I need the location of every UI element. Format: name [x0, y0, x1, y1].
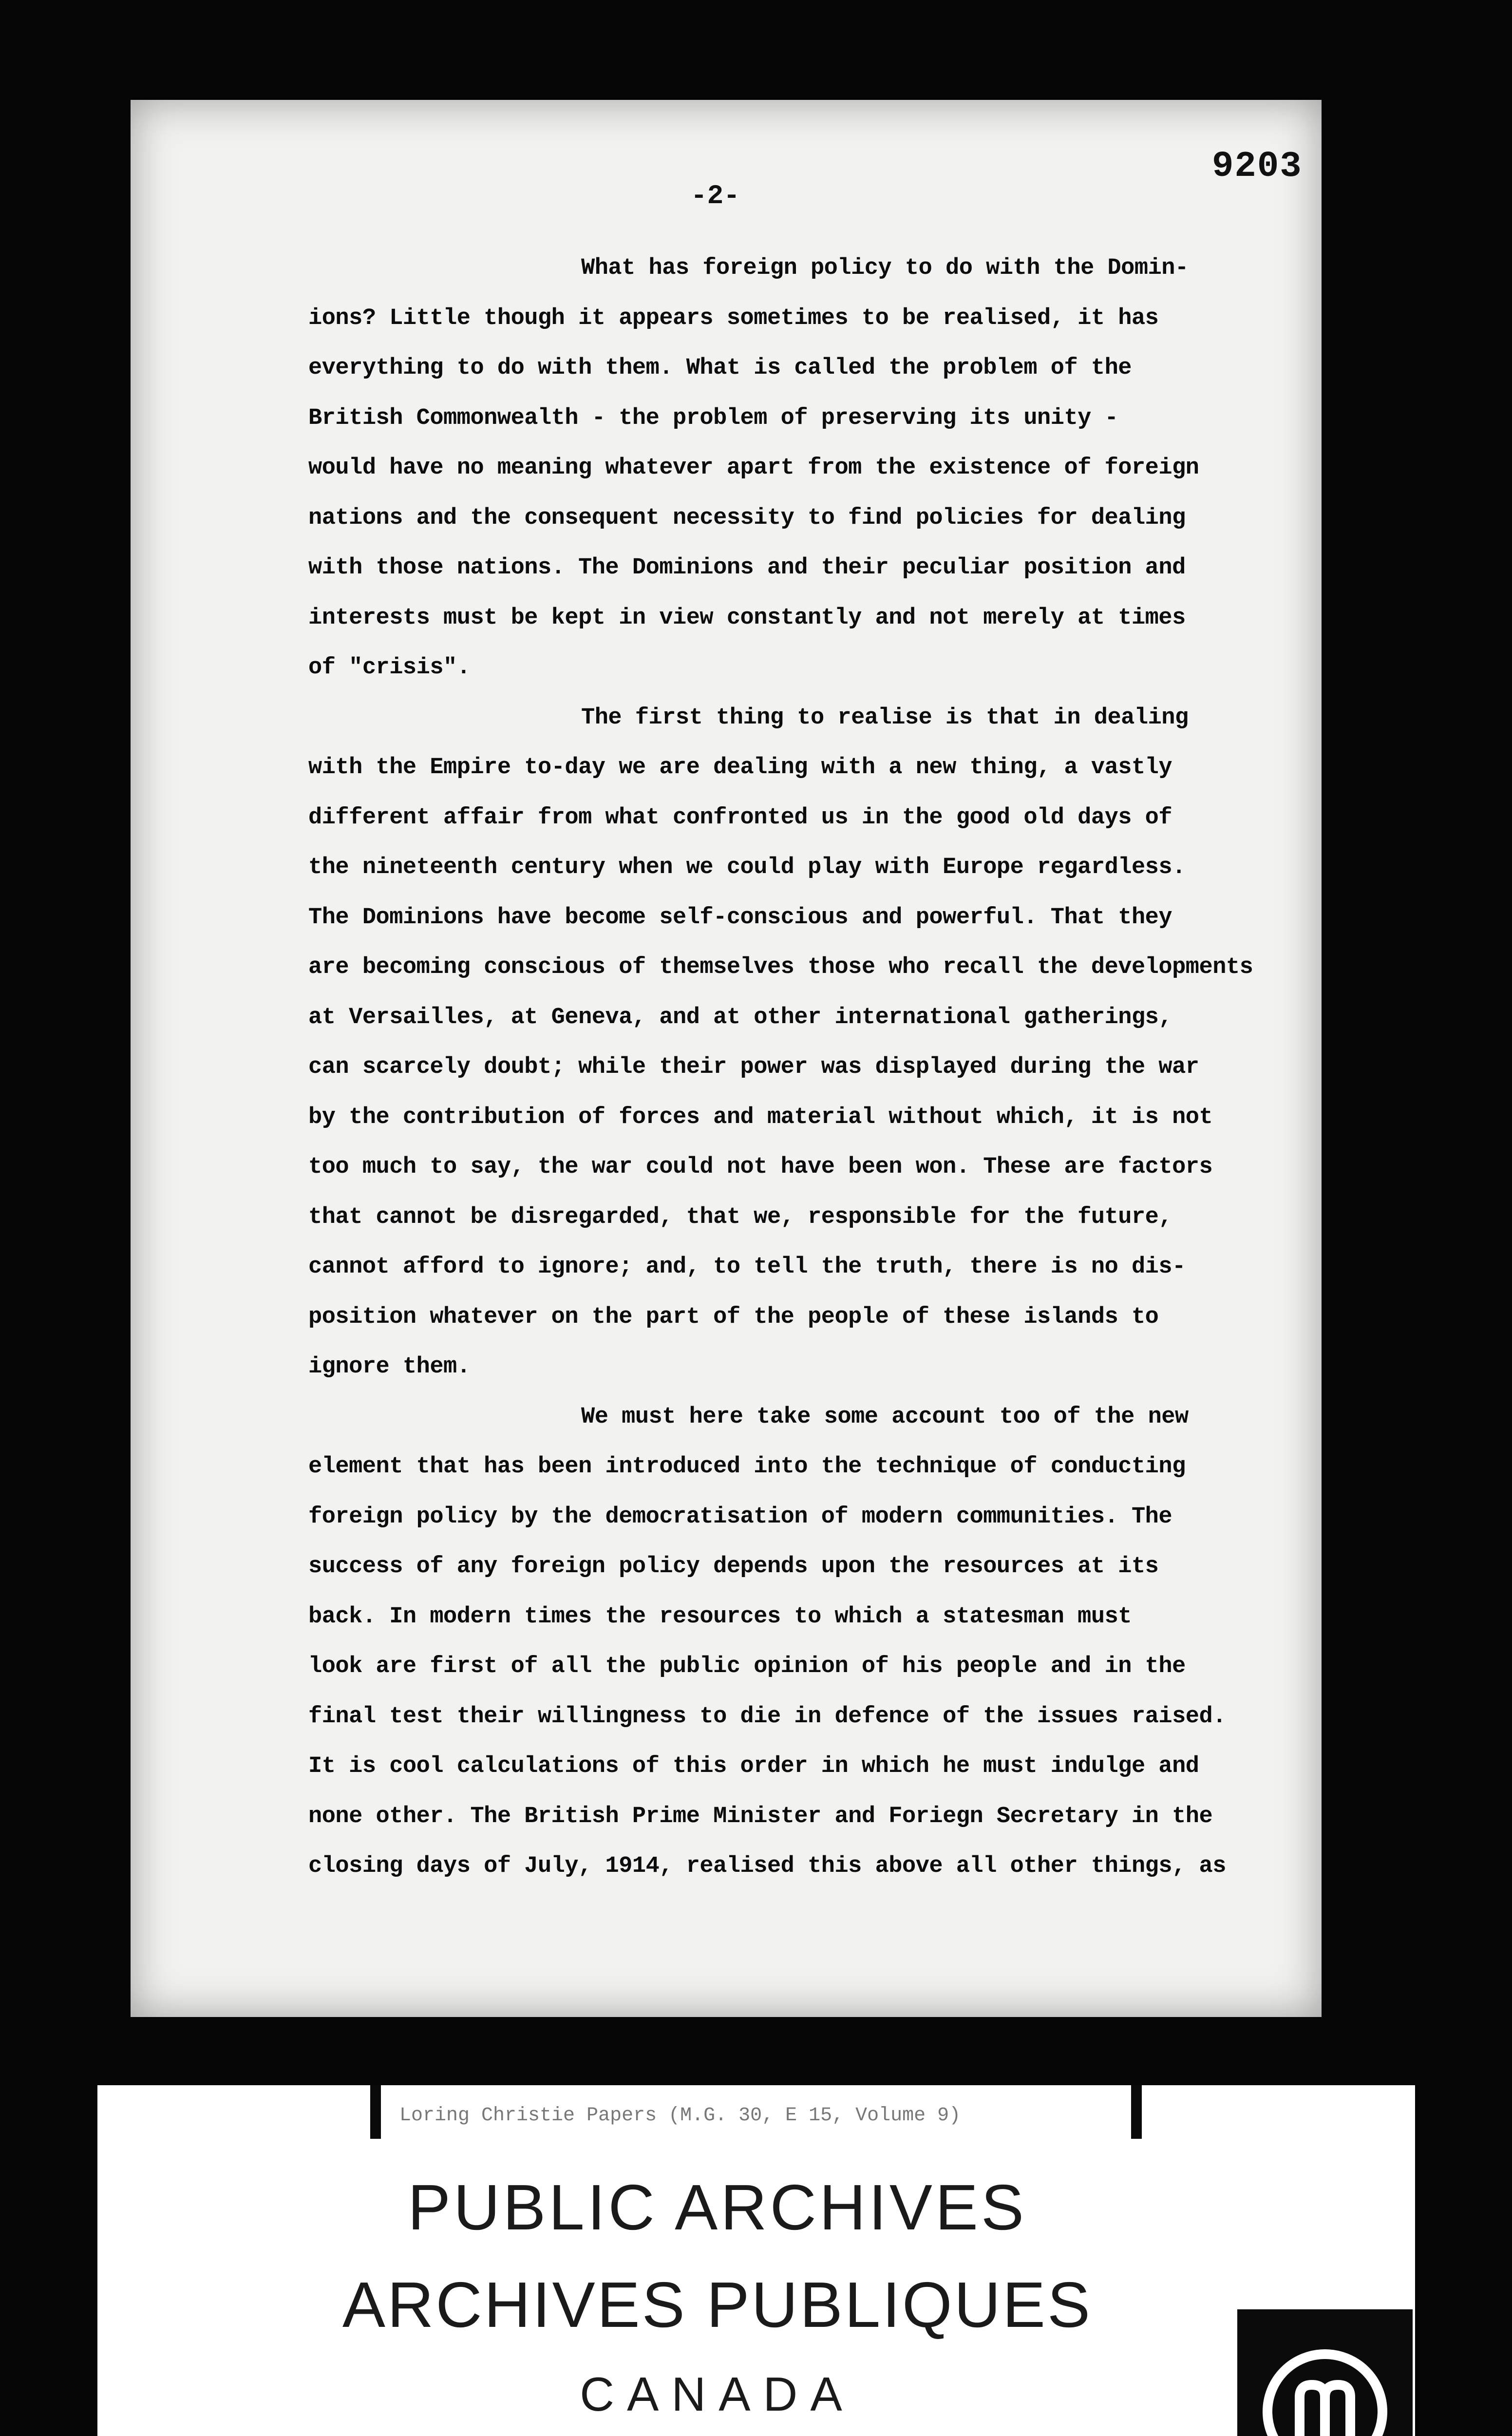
text-line: British Commonwealth - the problem of preserving its unity - [308, 405, 1118, 431]
archive-country: CANADA [580, 2367, 855, 2421]
text-line: at Versailles, at Geneva, and at other international gatherings, [308, 1004, 1172, 1030]
text-line: would have no meaning whatever apart from the existence of foreign [308, 455, 1199, 481]
text-line: can scarcely doubt; while their power was displayed during the war [308, 1054, 1199, 1080]
text-line: ions? Little though it appears sometimes to be realised, it has [308, 305, 1159, 331]
archive-card [97, 2085, 1415, 2436]
archives-logo-icon [1237, 2309, 1413, 2436]
typed-document-page [131, 100, 1322, 2017]
text-line: look are first of all the public opinion of his people and in the [308, 1654, 1186, 1679]
text-line: are becoming conscious of themselves those who recall the developments [308, 954, 1253, 980]
text-line: What has foreign policy to do with the Domin- [581, 255, 1189, 281]
text-line: foreign policy by the democratisation of modern communities. The [308, 1503, 1172, 1530]
text-line: interests must be kept in view constantly and not merely at times [308, 605, 1186, 631]
page-marker: -2- [691, 180, 740, 211]
text-line: of "crisis". [308, 655, 471, 681]
archive-title-english: PUBLIC ARCHIVES [407, 2171, 1027, 2243]
text-line: It is cool calculations of this order in which he must indulge and [308, 1753, 1199, 1779]
page-number: 9203 [1212, 146, 1303, 187]
text-line: ignore them. [308, 1354, 471, 1380]
text-line: success of any foreign policy depends upon the resources at its [308, 1554, 1159, 1580]
text-line: element that has been introduced into the technique of conducting [308, 1454, 1186, 1480]
text-line: none other. The British Prime Minister and Foriegn Secretary in the [308, 1803, 1213, 1829]
text-line: with the Empire to-day we are dealing with a new thing, a vastly [308, 755, 1172, 780]
text-line: final test their willingness to die in defence of the issues raised. [308, 1703, 1226, 1730]
text-line: different affair from what confronted us in the good old days of [308, 804, 1172, 831]
text-line: cannot afford to ignore; and, to tell the truth, there is no dis- [308, 1254, 1186, 1280]
text-line: too much to say, the war could not have been won. These are factors [308, 1154, 1213, 1180]
archive-reference: Loring Christie Papers (M.G. 30, E 15, Volume 9) [399, 2105, 961, 2127]
text-line: The first thing to realise is that in dealing [581, 704, 1189, 731]
typed-body-text [308, 244, 1322, 1892]
text-line: that cannot be disregarded, that we, responsible for the future, [308, 1204, 1172, 1230]
archive-title-french: ARCHIVES PUBLIQUES [342, 2269, 1093, 2341]
text-line: the nineteenth century when we could play with Europe regardless. [308, 855, 1186, 880]
text-line: closing days of July, 1914, realised this above all other things, as [308, 1853, 1226, 1879]
text-line: position whatever on the part of the people of these islands to [308, 1304, 1159, 1330]
text-line: by the contribution of forces and material without which, it is not [308, 1104, 1213, 1130]
text-line: everything to do with them. What is called the problem of the [308, 355, 1132, 381]
text-line: The Dominions have become self-conscious and powerful. That they [308, 904, 1172, 931]
text-line: nations and the consequent necessity to find policies for dealing [308, 505, 1186, 531]
text-line: back. In modern times the resources to which a statesman must [308, 1603, 1132, 1630]
text-line: We must here take some account too of the new [581, 1404, 1189, 1430]
text-line: with those nations. The Dominions and their peculiar position and [308, 555, 1186, 581]
